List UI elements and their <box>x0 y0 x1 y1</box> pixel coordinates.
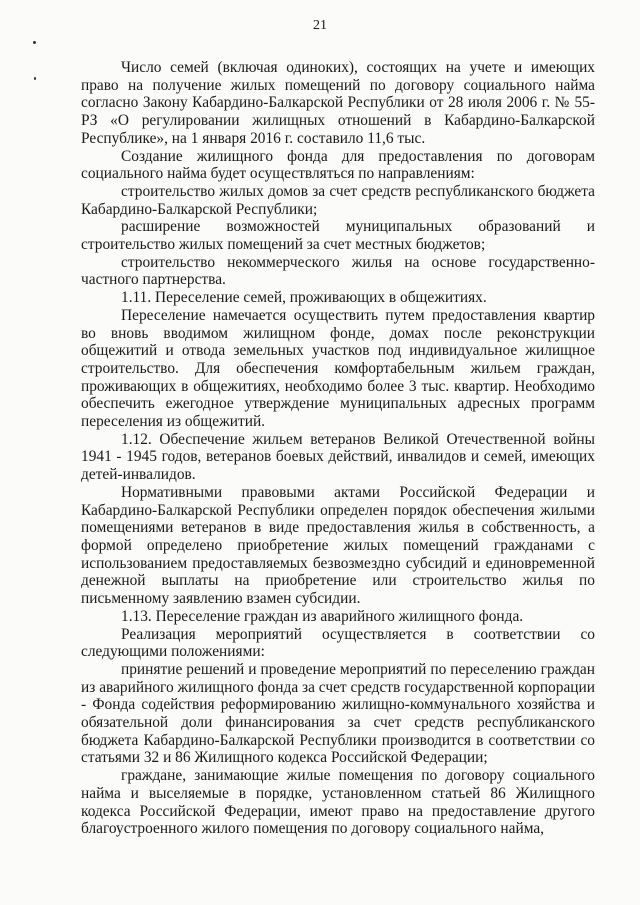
paragraph-families-count: Число семей (включая одиноких), состоящих на учете и имеющих право на получение жилых помещений по договору социального найма согласно Закону Кабардино-Балкарской Республики от 28 июля 2006 г. № 55-РЗ «О регулировании жилищных отношений в Кабардино-Балкарской Республике», на 1 января 2016 г. составило 11,6 тыс. <box>81 59 595 147</box>
paragraph-fund-creation: Создание жилищного фонда для предоставления по договорам социального найма будет осуществляться по направлениям: <box>81 147 595 183</box>
paragraph-veterans-housing: Нормативными правовыми актами Российской Федерации и Кабардино-Балкарской Республики определен порядок обеспечения жилыми помещениями ветеранов в виде предоставления жилья в собственность, а формой определено приобретение жилых помещений гражданами с использованием предоставляемых безвозмездно субсидий и единовременной денежной выплаты на приобретение или строительство жилья по письменному заявлению взамен субсидии. <box>81 483 595 608</box>
section-heading-1-11: 1.11. Переселение семей, проживающих в общежитиях. <box>121 289 487 307</box>
list-item-decisions: принятие решений и проведение мероприятий по переселению граждан из аварийного жилищного фонда за счет средств государственной корпорации - Фонда содействия реформированию жилищно-коммунального хозяйства и обязательной доли финансирования за счет средств республиканского бюджета Кабардино-Балкарской Республики производится в соответствии со статьями 32 и 86 Жилищного кодекса Российской Федерации; <box>81 660 595 767</box>
paragraph-implementation: Реализация мероприятий осуществляется в соответствии со следующими положениями: <box>81 625 595 661</box>
section-heading-1-13: 1.13. Переселение граждан из аварийного жилищного фонда. <box>121 607 524 625</box>
document-body <box>81 59 595 838</box>
list-item-citizens-rights: граждане, занимающие жилые помещения по договору социального найма и выселяемые в порядке, установленном статьей 86 Жилищного кодекса Российской Федерации, имеют право на предоставление другого благоустроенного жилого помещения по договору социального найма, <box>81 767 595 838</box>
scan-speck <box>33 41 36 44</box>
list-item-partnership: строительство некоммерческого жилья на основе государственно-частного партнерства. <box>81 253 595 289</box>
list-item-municipal: расширение возможностей муниципальных образований и строительство жилых помещений за счет местных бюджетов; <box>81 218 595 254</box>
section-heading-1-12: 1.12. Обеспечение жильем ветеранов Великой Отечественной войны 1941 - 1945 годов, ветеранов боевых действий, инвалидов и семей, имеющих детей-инвалидов. <box>81 430 595 484</box>
scan-speck <box>34 77 36 80</box>
page-number: 21 <box>313 18 327 33</box>
list-item-republic-budget: строительство жилых домов за счет средств республиканского бюджета Кабардино-Балкарской Республики; <box>81 182 595 218</box>
paragraph-dormitory-resettlement: Переселение намечается осуществить путем предоставления квартир во вновь вводимом жилищном фонде, домах после реконструкции общежитий и отвода земельных участков под индивидуальное жилищное строительство. Для обеспечения комфортабельным жильем граждан, проживающих в общежитиях, необходимо более 3 тыс. квартир. Необходимо обеспечить ежегодное утверждение муниципальных адресных программ переселения из общежитий. <box>81 306 595 431</box>
